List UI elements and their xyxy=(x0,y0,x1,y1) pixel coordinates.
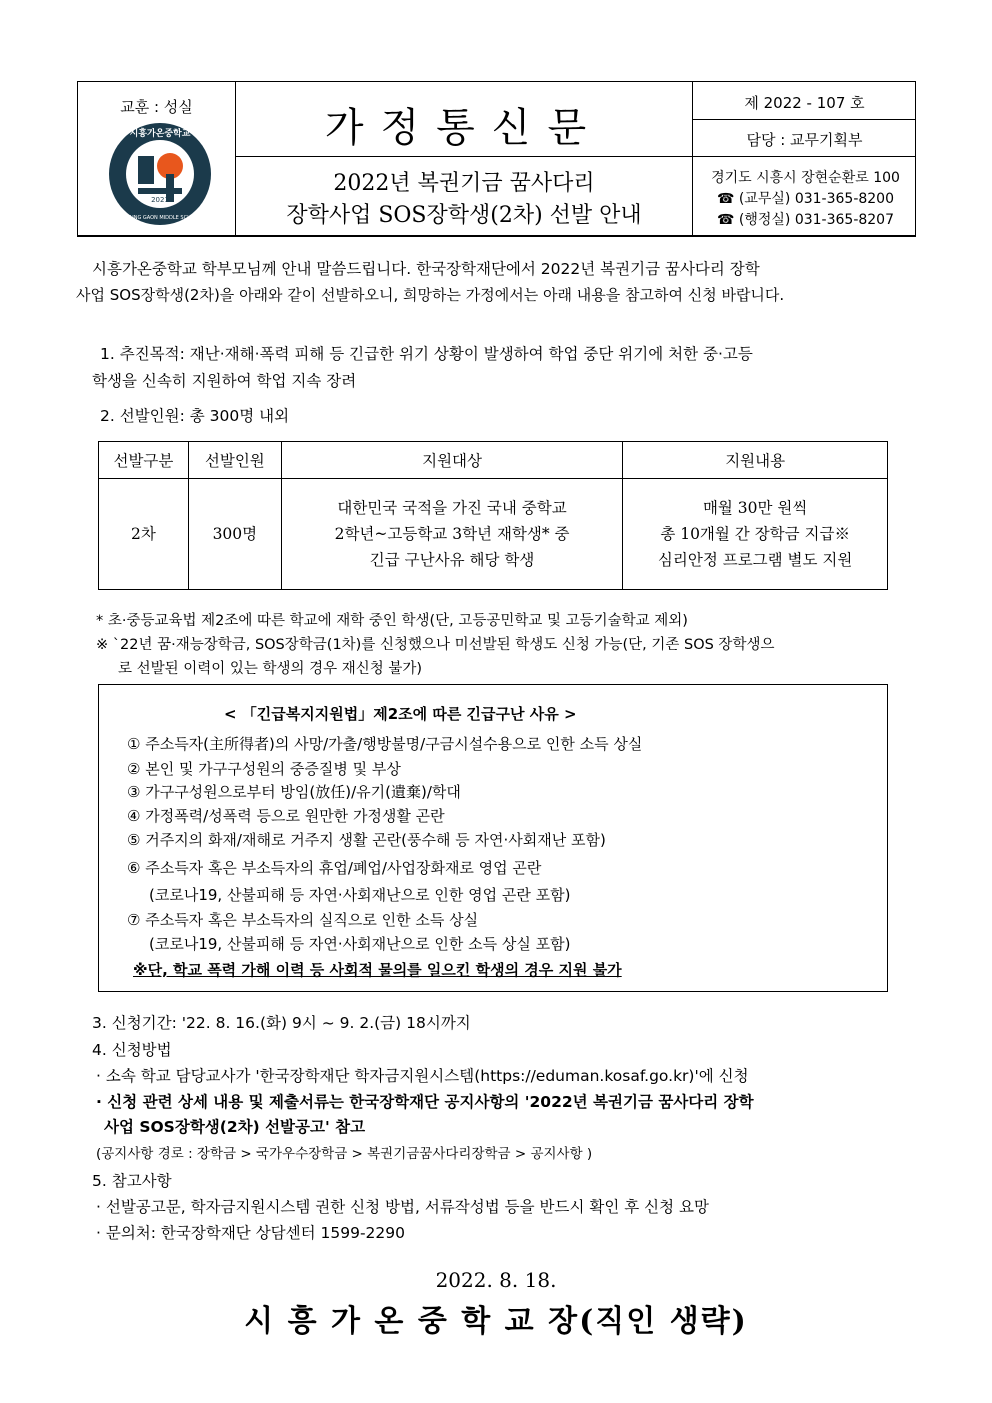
section-reference: 5. 참고사항 xyxy=(92,1172,172,1190)
section-purpose-cont: 학생을 신속히 지원하여 학업 지속 장려 xyxy=(92,372,357,390)
logo-year: 2021 xyxy=(151,196,169,204)
school-motto: 교훈 : 성실 xyxy=(120,98,193,116)
school-contact xyxy=(698,168,913,231)
reason-item-note: (코로나19, 산불피해 등 자연·사회재난으로 인한 소득 상실 포함) xyxy=(149,935,571,953)
signature-line: 시 흥 가 온 중 학 교 장(직인 생략) xyxy=(244,1304,748,1339)
footnote: * 초·중등교육법 제2조에 따른 학교에 재학 중인 학생(단, 고등공민학교 및 고등기술학교 제외) xyxy=(96,613,688,629)
school-logo xyxy=(108,122,212,226)
notice-path: (공지사항 경로 : 장학금 > 국가우수장학금 > 복권기금꿈사다리장학금 > 공지사항 ) xyxy=(96,1146,593,1162)
content-line: 심리안정 프로그램 별도 지원 xyxy=(657,551,853,569)
reference-item: · 선발공고문, 학자금지원시스템 권한 신청 방법, 서류작성법 등을 반드시 확인 후 신청 요망 xyxy=(96,1198,709,1216)
section-period: 3. 신청기간: '22. 8. 16.(화) 9시 ~ 9. 2.(금) 18시까지 xyxy=(92,1014,471,1032)
table-header: 지원대상 xyxy=(281,442,623,479)
table-header: 지원내용 xyxy=(623,442,888,479)
method-item-cont: 사업 SOS장학생(2차) 선발공고' 참고 xyxy=(104,1118,366,1136)
table-cell: 300명 xyxy=(188,479,281,590)
divider xyxy=(692,119,916,120)
target-line: 대한민국 국적을 가진 국내 중학교 xyxy=(337,499,567,517)
divider xyxy=(235,156,916,157)
subtitle-line: 장학사업 SOS장학생(2차) 선발 안내 xyxy=(286,203,642,228)
notice-subtitle xyxy=(236,168,692,232)
reasons-title: < 「긴급복지지원법」제2조에 따른 긴급구난 사유 > xyxy=(224,705,577,723)
footnote: 로 선발된 이력이 있는 학생의 경우 재신청 불가) xyxy=(118,661,423,677)
content-line: 매월 30만 원씩 xyxy=(702,499,808,517)
logo-name: 시흥가온중학교 xyxy=(129,129,191,139)
subtitle-line: 2022년 복권기금 꿈사다리 xyxy=(333,171,595,196)
phone-admin: ☎ (행정실) 031-365-8207 xyxy=(716,212,894,228)
section-method: 4. 신청방법 xyxy=(92,1041,172,1059)
issue-number: 제 2022 - 107 호 xyxy=(744,94,865,112)
section-purpose: 1. 추진목적: 재난·재해·폭력 피해 등 긴급한 위기 상황이 발생하여 학업 중단 위기에 처한 중·고등 xyxy=(100,345,753,363)
reason-item: ① 주소득자(主所得者)의 사망/가출/행방불명/구금시설수용으로 인한 소득 상실 xyxy=(127,735,643,753)
exclusion-warning: ※단, 학교 폭력 가해 이력 등 사회적 물의를 일으킨 학생의 경우 지원 불가 xyxy=(133,961,622,979)
reason-item: ⑦ 주소득자 혹은 부소득자의 실직으로 인한 소득 상실 xyxy=(127,911,479,929)
page-title: 가정통신문 xyxy=(324,105,604,151)
table-cell xyxy=(623,479,888,590)
table-cell: 2차 xyxy=(99,479,189,590)
school-address: 경기도 시흥시 장현순환로 100 xyxy=(711,170,900,186)
selection-table xyxy=(98,441,888,590)
reason-item: ⑥ 주소득자 혹은 부소득자의 휴업/폐업/사업장화재로 영업 곤란 xyxy=(127,859,542,877)
reason-item-note: (코로나19, 산불피해 등 자연·사회재난으로 인한 영업 곤란 포함) xyxy=(149,886,571,904)
reason-item: ④ 가정폭력/성폭력 등으로 원만한 가정생활 곤란 xyxy=(127,807,445,825)
intro-line: 시흥가온중학교 학부모님께 안내 말씀드립니다. 한국장학재단에서 2022년 복권기금 꿈사다리 장학 xyxy=(92,260,760,278)
footnote: ※ `22년 꿈·재능장학금, SOS장학금(1차)를 신청했으나 미선발된 학생도 신청 가능(단, 기존 SOS 장학생으 xyxy=(96,637,775,653)
reason-item: ⑤ 거주지의 화재/재해로 거주지 생활 곤란(풍수해 등 자연·사회재난 포함) xyxy=(127,831,606,849)
table-header: 선발구분 xyxy=(99,442,189,479)
content-line: 총 10개월 간 장학금 지급※ xyxy=(660,525,851,543)
reason-item: ② 본인 및 가구구성원의 중증질병 및 부상 xyxy=(127,760,401,778)
target-line: 긴급 구난사유 해당 학생 xyxy=(369,551,535,569)
table-cell xyxy=(281,479,623,590)
issue-date: 2022. 8. 18. xyxy=(435,1268,557,1292)
method-item: · 소속 학교 담당교사가 '한국장학재단 학자금지원시스템(https://eduman.kosaf.go.kr)'에 신청 xyxy=(96,1067,749,1085)
logo-english: SIHEUNG GAON MIDDLE SCHOOL xyxy=(118,215,202,221)
table-header: 선발인원 xyxy=(188,442,281,479)
target-line: 2학년~고등학교 3학년 재학생* 중 xyxy=(334,525,570,543)
section-quota: 2. 선발인원: 총 300명 내외 xyxy=(100,407,290,425)
phone-office: ☎ (교무실) 031-365-8200 xyxy=(716,191,894,207)
intro-line: 사업 SOS장학생(2차)을 아래와 같이 선발하오니, 희망하는 가정에서는 아래 내용을 참고하여 신청 바랍니다. xyxy=(76,286,785,304)
reference-item: · 문의처: 한국장학재단 상담센터 1599-2290 xyxy=(96,1224,405,1242)
header-box xyxy=(77,81,916,237)
method-item: · 신청 관련 상세 내용 및 제출서류는 한국장학재단 공지사항의 '2022년 복권기금 꿈사다리 장학 xyxy=(96,1093,754,1111)
reason-item: ③ 가구구성원으로부터 방임(放任)/유기(遺棄)/학대 xyxy=(127,783,461,801)
emergency-reasons-box xyxy=(98,684,888,992)
department: 담당 : 교무기획부 xyxy=(746,131,863,149)
